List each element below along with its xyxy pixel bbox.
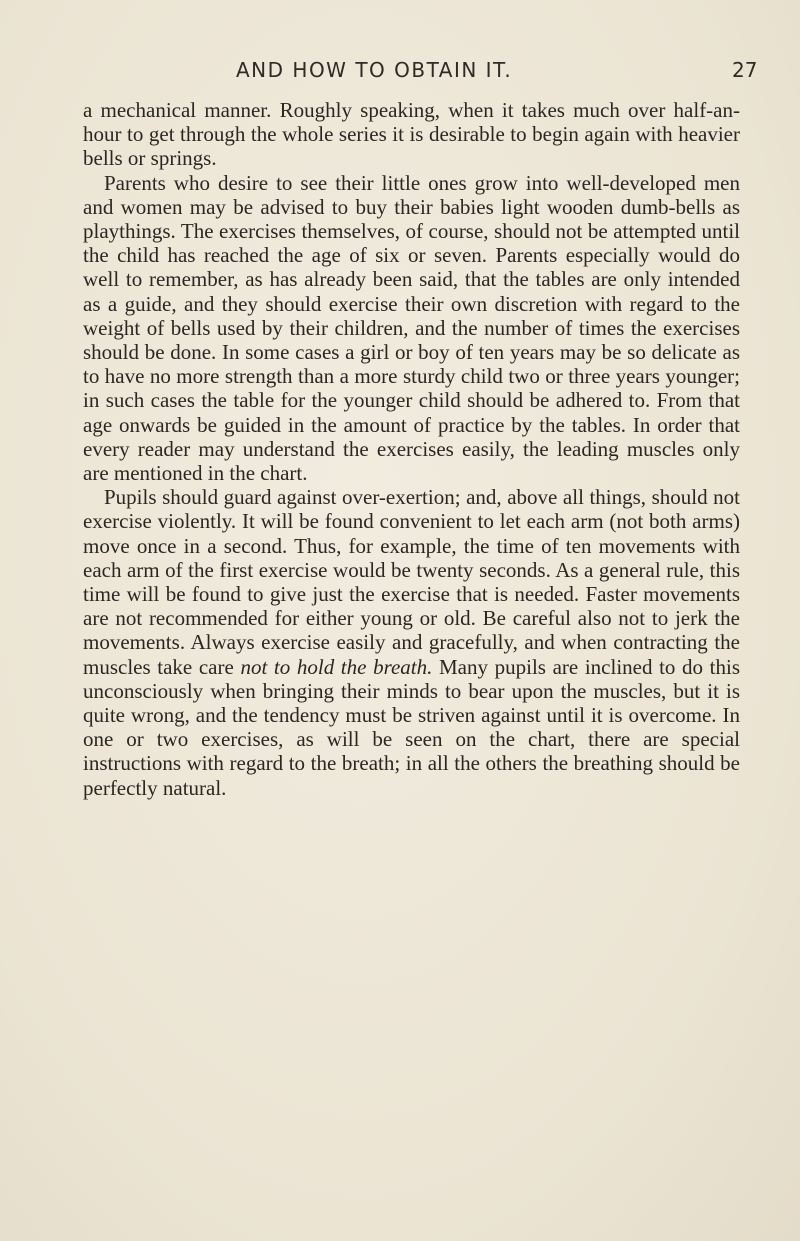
paragraph-1: a mechanical manner. Roughly speaking, when it takes much over half-an-hour to get through the whole series it is desirable to begin again with heavier bells or springs.	[83, 98, 740, 171]
body-text	[83, 98, 740, 800]
paragraph-3-after: Many pupils are inclined to do this unconsciously when bringing their minds to bear upon the muscles, but it is quite wrong, and the tendency must be striven against until it is overcome. In one or two exercises, as will be seen on the chart, there are special instructions with regard to the breath; in all the others the breathing should be perfectly natural.	[83, 654, 741, 800]
paragraph-3-italic: not to hold the breath.	[240, 654, 433, 679]
paragraph-3-before: Pupils should guard against over-exertion; and, above all things, should not exercise violently. It will be found convenient to let each arm (not both arms) move once in a second. Thus, for example, the time of ten movements with each arm of the first exercise would be twenty seconds. As a general rule, this time will be found to give just the exercise that is needed. Faster movements are not recommended for either young or old. Be careful also not to jerk the movements. Always exercise easily and gracefully, and when contracting the muscles take care	[83, 485, 740, 679]
running-head	[0, 58, 800, 82]
running-title: AND HOW TO OBTAIN IT.	[236, 58, 513, 82]
paragraph-3	[83, 485, 740, 800]
page-number: 27	[732, 58, 758, 82]
paragraph-2: Parents who desire to see their little ones grow into well-developed men and women may be advised to buy their babies light wooden dumb-bells as playthings. The exercises themselves, of course, should not be attempted until the child has reached the age of six or seven. Parents especially would do well to remember, as has already been said, that the tables are only intended as a guide, and they should exercise their own discretion with regard to the weight of bells used by their children, and the number of times the exercises should be done. In some cases a girl or boy of ten years may be so delicate as to have no more strength than a more sturdy child two or three years younger; in such cases the table for the younger child should be adhered to. From that age onwards be guided in the amount of practice by the tables. In order that every reader may understand the exercises easily, the leading muscles only are mentioned in the chart.	[83, 170, 740, 486]
